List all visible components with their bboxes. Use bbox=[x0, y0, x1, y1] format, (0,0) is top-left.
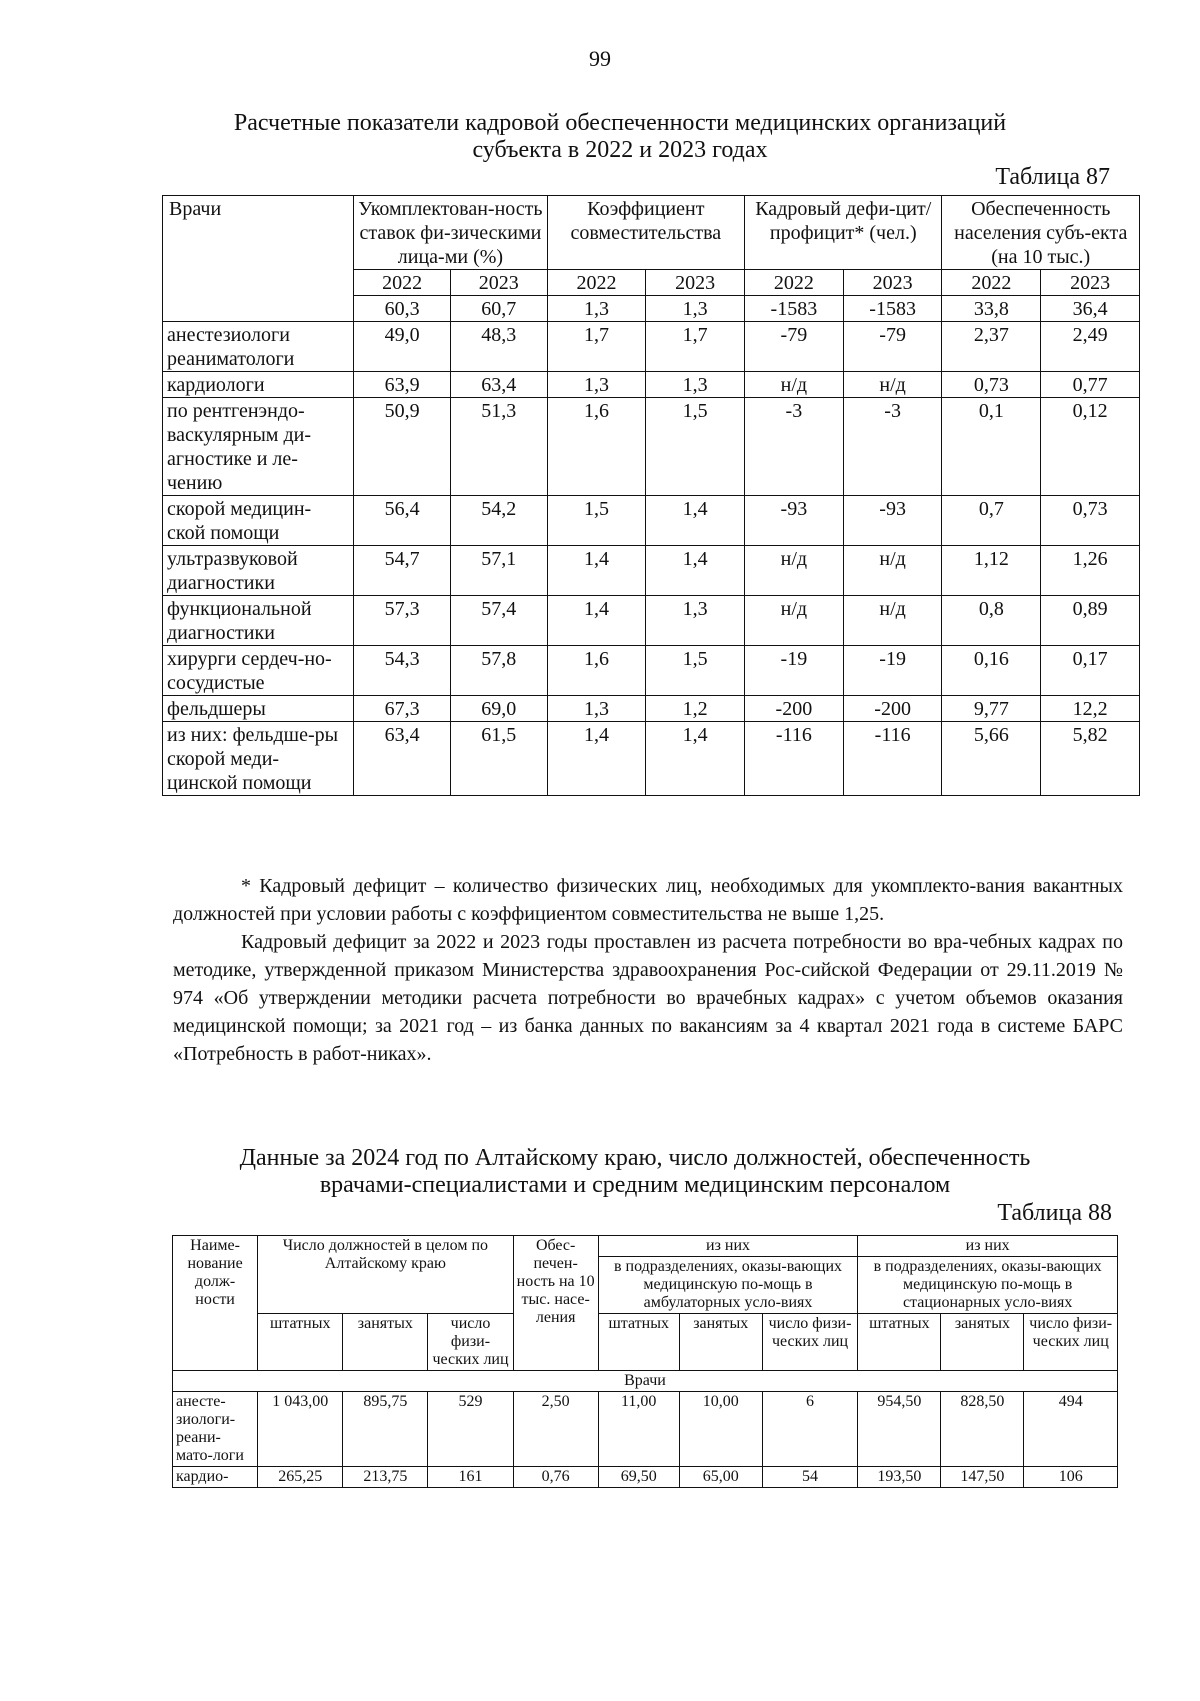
value-cell: 1,2 bbox=[646, 696, 745, 722]
value-cell: 265,25 bbox=[258, 1467, 343, 1488]
value-cell: 0,77 bbox=[1041, 372, 1140, 398]
value-cell: 2,49 bbox=[1041, 322, 1140, 372]
value-cell: -200 bbox=[843, 696, 942, 722]
header-doctors: Врачи bbox=[163, 196, 354, 322]
header-inpatient: в подразделениях, оказы-вающих медицинскую по-мощь в стационарных усло-виях bbox=[858, 1257, 1118, 1314]
value-cell: 61,5 bbox=[450, 722, 547, 796]
value-cell: 67,3 bbox=[354, 696, 451, 722]
table88-title-line1: Данные за 2024 год по Алтайскому краю, число должностей, обеспеченность bbox=[239, 1145, 1031, 1171]
value-cell: 1,4 bbox=[547, 596, 646, 646]
header-persons: число физи-ческих лиц bbox=[762, 1314, 858, 1371]
value-cell: 56,4 bbox=[354, 496, 451, 546]
value-cell: 1,4 bbox=[547, 546, 646, 596]
value-cell: 5,82 bbox=[1041, 722, 1140, 796]
value-cell: 213,75 bbox=[343, 1467, 428, 1488]
value-cell: -79 bbox=[843, 322, 942, 372]
value-cell: 954,50 bbox=[858, 1392, 941, 1467]
header-staff: штатных bbox=[858, 1314, 941, 1371]
total-cell: 36,4 bbox=[1041, 296, 1140, 322]
value-cell: 63,4 bbox=[450, 372, 547, 398]
notes bbox=[173, 872, 1123, 1068]
header-year: 2023 bbox=[843, 270, 942, 296]
header-occupied: занятых bbox=[941, 1314, 1024, 1371]
value-cell: 828,50 bbox=[941, 1392, 1024, 1467]
header-total-positions: Число должностей в целом по Алтайскому краю bbox=[258, 1236, 513, 1314]
header-occupied: занятых bbox=[343, 1314, 428, 1371]
value-cell: 529 bbox=[428, 1392, 513, 1467]
header-coefficient: Коэффициент совместительства bbox=[547, 196, 744, 270]
value-cell: -200 bbox=[745, 696, 844, 722]
value-cell: 1,4 bbox=[646, 546, 745, 596]
table-row bbox=[173, 1392, 1118, 1467]
total-cell: 60,3 bbox=[354, 296, 451, 322]
table-row bbox=[163, 398, 1140, 496]
row-name: ультразвуковой диагностики bbox=[163, 546, 354, 596]
value-cell: 0,8 bbox=[942, 596, 1041, 646]
value-cell: 65,00 bbox=[679, 1467, 762, 1488]
total-cell: 60,7 bbox=[450, 296, 547, 322]
methodology-paragraph: Кадровый дефицит за 2022 и 2023 годы проставлен из расчета потребности во вра-чебных кадрах по методике, утвержденной приказом Министерства здравоохранения Рос-сийской Федерации от 29.11.2019 № 974 «Об утверждении методики расчета потребности во врачебных кадрах» с учетом объемов оказания медицинской помощи; за 2021 год – из банка данных по вакансиям за 4 квартал 2021 года в системе БАРС «Потребность в работ-никах». bbox=[173, 931, 1123, 1065]
total-cell: 33,8 bbox=[942, 296, 1041, 322]
value-cell: -93 bbox=[843, 496, 942, 546]
value-cell: 1,4 bbox=[547, 722, 646, 796]
value-cell: 57,8 bbox=[450, 646, 547, 696]
table-row bbox=[163, 696, 1140, 722]
total-cell: -1583 bbox=[843, 296, 942, 322]
value-cell: 69,0 bbox=[450, 696, 547, 722]
row-name: по рентгенэндо-васкулярным ди-агностике и ле-чению bbox=[163, 398, 354, 496]
value-cell: 0,7 bbox=[942, 496, 1041, 546]
total-cell: 1,3 bbox=[646, 296, 745, 322]
table-row bbox=[163, 322, 1140, 372]
value-cell: н/д bbox=[843, 546, 942, 596]
row-name: фельдшеры bbox=[163, 696, 354, 722]
table87-title-line2: субъекта в 2022 и 2023 годах bbox=[472, 137, 768, 163]
value-cell: 54,2 bbox=[450, 496, 547, 546]
value-cell: 1,6 bbox=[547, 398, 646, 496]
total-cell: -1583 bbox=[745, 296, 844, 322]
value-cell: 9,77 bbox=[942, 696, 1041, 722]
value-cell: 0,73 bbox=[942, 372, 1041, 398]
value-cell: 10,00 bbox=[679, 1392, 762, 1467]
header-position-name: Наиме-нование долж-ности bbox=[173, 1236, 258, 1371]
value-cell: 54 bbox=[762, 1467, 858, 1488]
row-name: анесте-зиологи-реани-мато-логи bbox=[173, 1392, 258, 1467]
value-cell: 1,4 bbox=[646, 722, 745, 796]
value-cell: -19 bbox=[745, 646, 844, 696]
header-year: 2022 bbox=[745, 270, 844, 296]
value-cell: 1,7 bbox=[547, 322, 646, 372]
table-row bbox=[173, 1467, 1118, 1488]
value-cell: 50,9 bbox=[354, 398, 451, 496]
row-name: хирурги сердеч-но-сосудистые bbox=[163, 646, 354, 696]
value-cell: 895,75 bbox=[343, 1392, 428, 1467]
header-year: 2022 bbox=[354, 270, 451, 296]
row-name: функциональной диагностики bbox=[163, 596, 354, 646]
value-cell: 1,5 bbox=[646, 398, 745, 496]
header-provision: Обеспеченность населения субъ-екта (на 10 тыс.) bbox=[942, 196, 1140, 270]
value-cell: 1,4 bbox=[646, 496, 745, 546]
row-name: скорой медицин-ской помощи bbox=[163, 496, 354, 546]
value-cell: 0,1 bbox=[942, 398, 1041, 496]
table88-title-line2: врачами-специалистами и средним медицинским персоналом bbox=[319, 1172, 951, 1198]
header-occupied: занятых bbox=[679, 1314, 762, 1371]
value-cell: -79 bbox=[745, 322, 844, 372]
value-cell: 0,17 bbox=[1041, 646, 1140, 696]
row-name: кардио- bbox=[173, 1467, 258, 1488]
value-cell: 57,1 bbox=[450, 546, 547, 596]
value-cell: -3 bbox=[843, 398, 942, 496]
table87-title bbox=[150, 110, 1090, 164]
header-year: 2022 bbox=[547, 270, 646, 296]
value-cell: 147,50 bbox=[941, 1467, 1024, 1488]
value-cell: 1,26 bbox=[1041, 546, 1140, 596]
value-cell: 51,3 bbox=[450, 398, 547, 496]
value-cell: 54,3 bbox=[354, 646, 451, 696]
value-cell: 1,5 bbox=[646, 646, 745, 696]
header-year: 2023 bbox=[646, 270, 745, 296]
table87-caption: Таблица 87 bbox=[995, 164, 1110, 190]
header-persons: число физи-ческих лиц bbox=[428, 1314, 513, 1371]
footnote: * Кадровый дефицит – количество физических лиц, необходимых для укомплекто-вания вакантных должностей при условии работы с коэффициентом совместительства не выше 1,25. bbox=[173, 875, 1123, 925]
value-cell: 494 bbox=[1024, 1392, 1118, 1467]
value-cell: -93 bbox=[745, 496, 844, 546]
header-deficit: Кадровый дефи-цит/профицит* (чел.) bbox=[745, 196, 942, 270]
header-ambulatory: в подразделениях, оказы-вающих медицинскую по-мощь в амбулаторных усло-виях bbox=[598, 1257, 858, 1314]
value-cell: 48,3 bbox=[450, 322, 547, 372]
value-cell: 1,3 bbox=[547, 696, 646, 722]
value-cell: н/д bbox=[745, 546, 844, 596]
value-cell: 2,50 bbox=[513, 1392, 598, 1467]
table87-title-line1: Расчетные показатели кадровой обеспеченности медицинских организаций bbox=[233, 110, 1007, 136]
value-cell: 12,2 bbox=[1041, 696, 1140, 722]
value-cell: 49,0 bbox=[354, 322, 451, 372]
table88-caption: Таблица 88 bbox=[997, 1200, 1112, 1226]
value-cell: 1,3 bbox=[646, 372, 745, 398]
row-name: кардиологи bbox=[163, 372, 354, 398]
value-cell: 1 043,00 bbox=[258, 1392, 343, 1467]
row-name: анестезиологи реаниматологи bbox=[163, 322, 354, 372]
header-staff: штатных bbox=[598, 1314, 679, 1371]
row-name: из них: фельдше-ры скорой меди-цинской помощи bbox=[163, 722, 354, 796]
value-cell: 0,89 bbox=[1041, 596, 1140, 646]
value-cell: 0,76 bbox=[513, 1467, 598, 1488]
header-year: 2023 bbox=[1041, 270, 1140, 296]
value-cell: 0,12 bbox=[1041, 398, 1140, 496]
value-cell: -116 bbox=[843, 722, 942, 796]
header-of-them: из них bbox=[598, 1236, 858, 1257]
header-year: 2023 bbox=[450, 270, 547, 296]
section-row bbox=[173, 1371, 1118, 1392]
value-cell: 6 bbox=[762, 1392, 858, 1467]
value-cell: 57,4 bbox=[450, 596, 547, 646]
table88-title bbox=[160, 1145, 1110, 1199]
value-cell: 2,37 bbox=[942, 322, 1041, 372]
value-cell: 11,00 bbox=[598, 1392, 679, 1467]
value-cell: 1,3 bbox=[547, 372, 646, 398]
value-cell: 54,7 bbox=[354, 546, 451, 596]
value-cell: 69,50 bbox=[598, 1467, 679, 1488]
table-row bbox=[163, 596, 1140, 646]
table-row bbox=[163, 372, 1140, 398]
header-persons: число физи-ческих лиц bbox=[1024, 1314, 1118, 1371]
page-number: 99 bbox=[589, 46, 611, 71]
value-cell: 0,16 bbox=[942, 646, 1041, 696]
table-row bbox=[163, 496, 1140, 546]
value-cell: 1,5 bbox=[547, 496, 646, 546]
value-cell: 1,12 bbox=[942, 546, 1041, 596]
value-cell: -116 bbox=[745, 722, 844, 796]
value-cell: 193,50 bbox=[858, 1467, 941, 1488]
header-of-them: из них bbox=[858, 1236, 1118, 1257]
header-provision: Обес-печен-ность на 10 тыс. насе-ления bbox=[513, 1236, 598, 1371]
total-cell: 1,3 bbox=[547, 296, 646, 322]
table-87 bbox=[162, 195, 1140, 796]
value-cell: 63,9 bbox=[354, 372, 451, 398]
value-cell: н/д bbox=[843, 372, 942, 398]
value-cell: 5,66 bbox=[942, 722, 1041, 796]
table-row bbox=[163, 646, 1140, 696]
header-staff: штатных bbox=[258, 1314, 343, 1371]
value-cell: 1,7 bbox=[646, 322, 745, 372]
value-cell: н/д bbox=[843, 596, 942, 646]
value-cell: 161 bbox=[428, 1467, 513, 1488]
value-cell: н/д bbox=[745, 372, 844, 398]
value-cell: -19 bbox=[843, 646, 942, 696]
value-cell: 0,73 bbox=[1041, 496, 1140, 546]
section-label: Врачи bbox=[173, 1371, 1118, 1392]
header-staffing: Укомплектован-ность ставок фи-зическими лица-ми (%) bbox=[354, 196, 547, 270]
value-cell: 63,4 bbox=[354, 722, 451, 796]
value-cell: -3 bbox=[745, 398, 844, 496]
header-year: 2022 bbox=[942, 270, 1041, 296]
value-cell: н/д bbox=[745, 596, 844, 646]
table-row bbox=[163, 722, 1140, 796]
value-cell: 1,6 bbox=[547, 646, 646, 696]
value-cell: 106 bbox=[1024, 1467, 1118, 1488]
table-88 bbox=[172, 1235, 1118, 1488]
table-row bbox=[163, 546, 1140, 596]
value-cell: 57,3 bbox=[354, 596, 451, 646]
value-cell: 1,3 bbox=[646, 596, 745, 646]
